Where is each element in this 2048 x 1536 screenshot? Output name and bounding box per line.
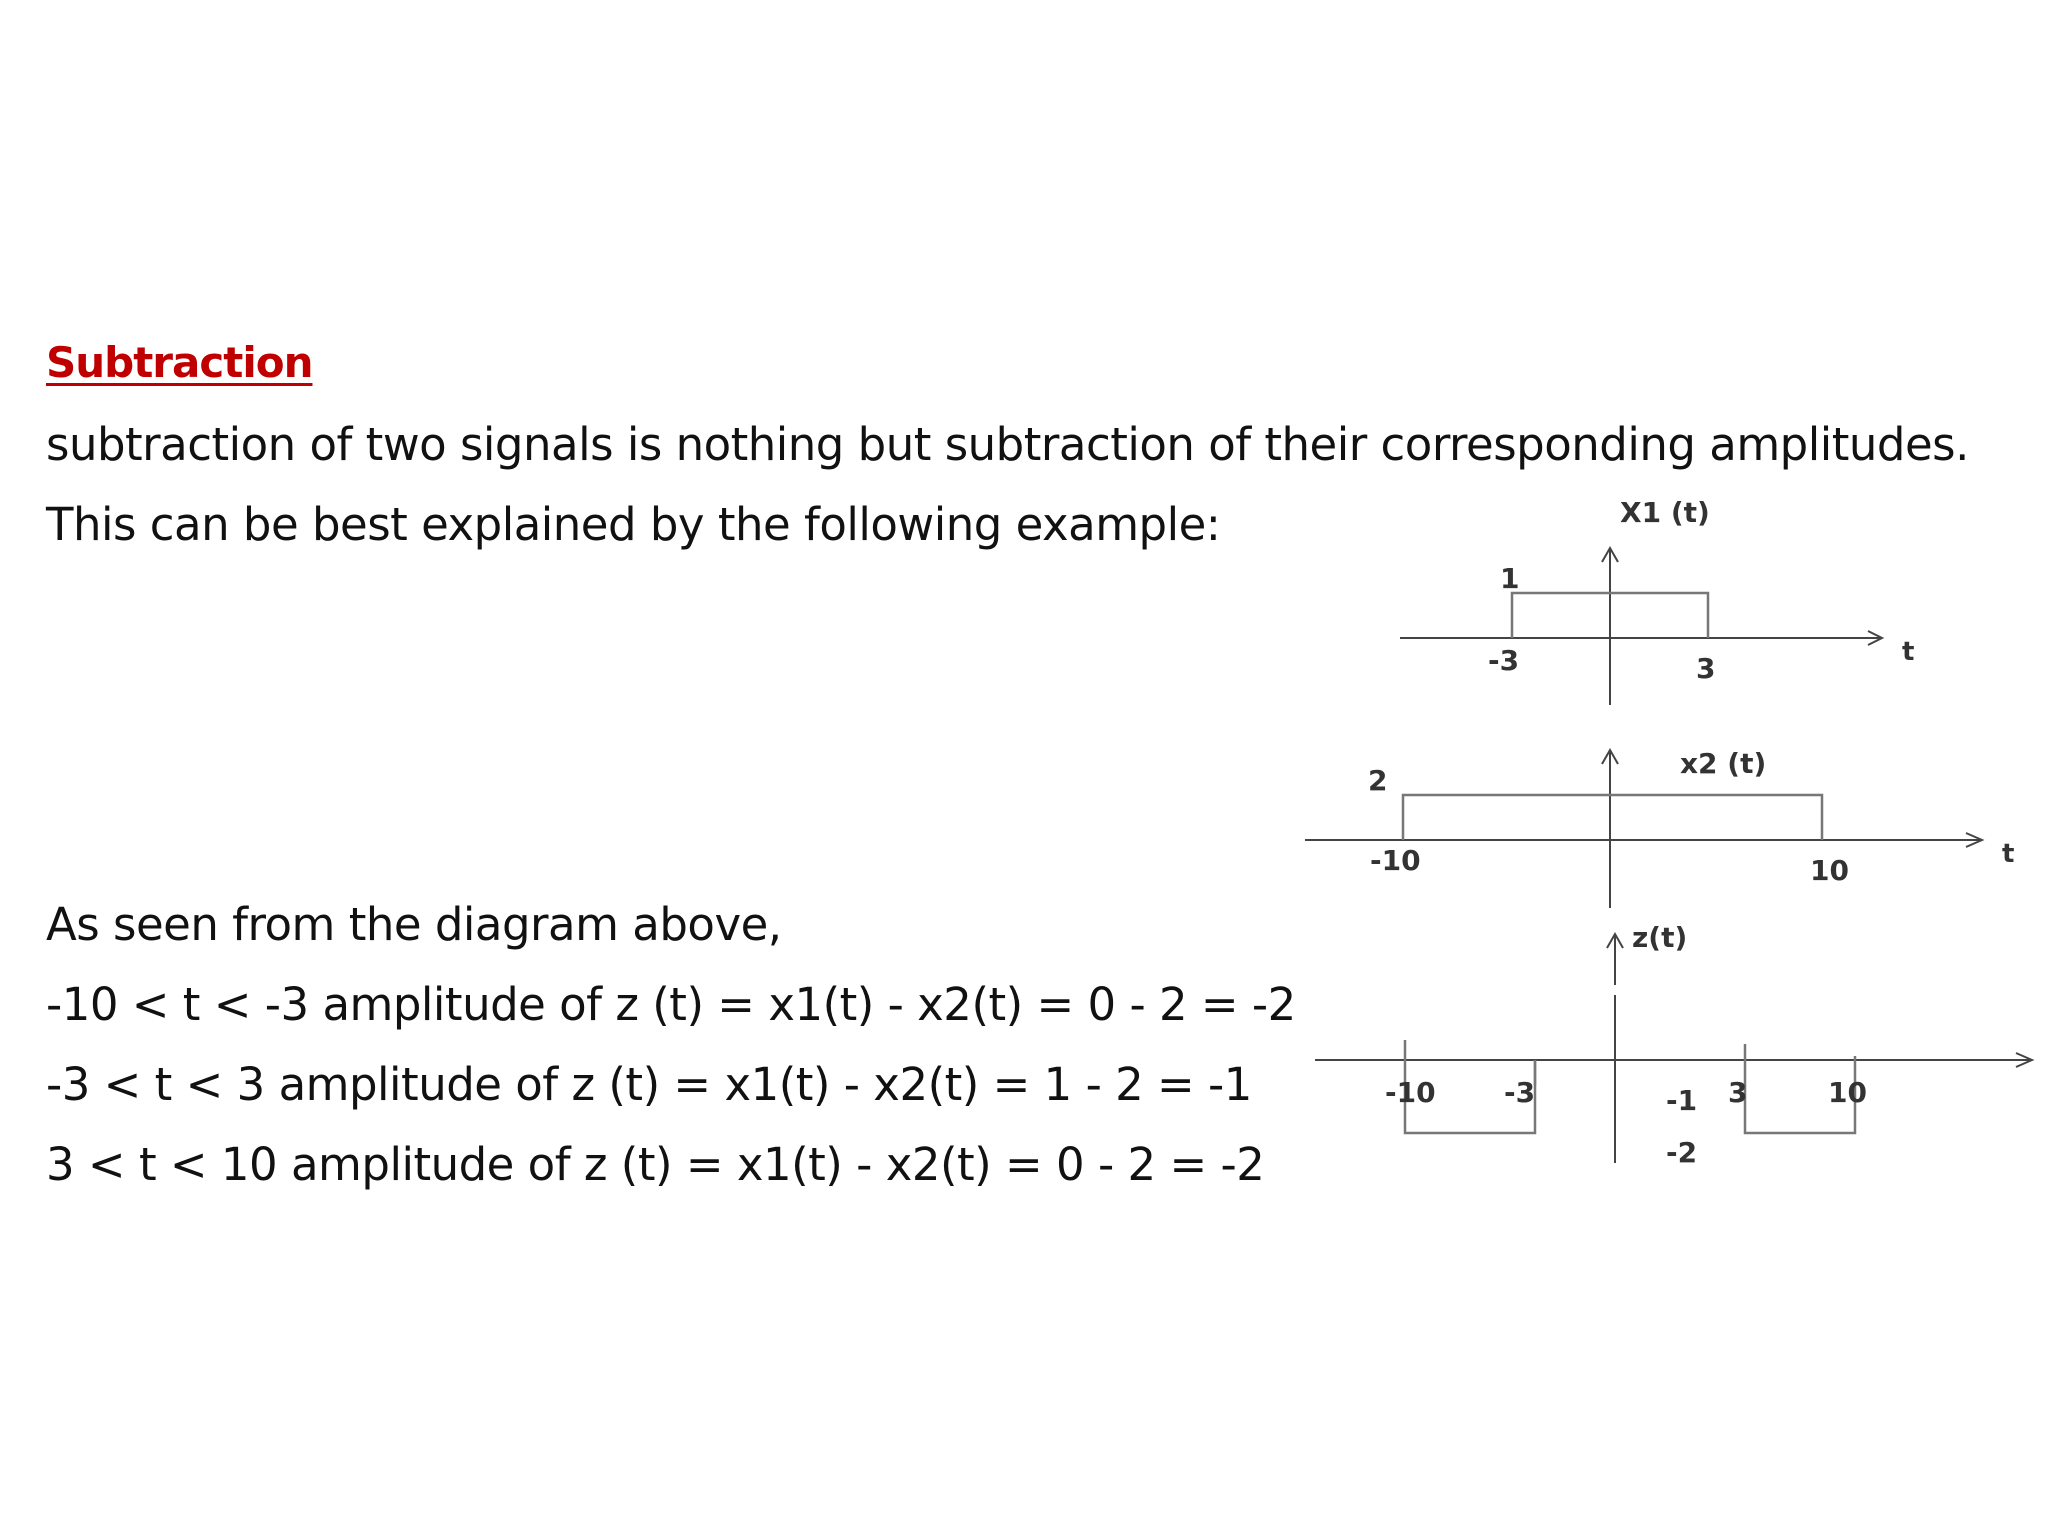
x2-amplitude-label: 2 <box>1368 764 1388 797</box>
x2-left-label: -10 <box>1370 844 1421 877</box>
z-label-neg2: -2 <box>1666 1136 1698 1169</box>
explanation-row-2: -3 < t < 3 amplitude of z (t) = x1(t) - x2(t) = 1 - 2 = -1 <box>46 1058 1252 1111</box>
section-heading: Subtraction <box>46 338 313 387</box>
x2-plot <box>1305 747 2014 908</box>
z-plot <box>1315 921 2032 1169</box>
explanation-lead: As seen from the diagram above, <box>46 898 782 951</box>
x1-left-label: -3 <box>1488 644 1520 677</box>
x1-right-label: 3 <box>1696 652 1716 685</box>
x2-axis-label: t <box>2002 839 2015 869</box>
z-label-neg3: -3 <box>1504 1076 1536 1109</box>
x1-axis-label: t <box>1902 637 1915 667</box>
x2-pulse <box>1403 795 1822 840</box>
x2-title: x2 (t) <box>1680 747 1767 780</box>
x1-title: X1 (t) <box>1620 496 1710 529</box>
explanation-row-3: 3 < t < 10 amplitude of z (t) = x1(t) - x2(t) = 0 - 2 = -2 <box>46 1138 1265 1191</box>
explanation-row-1: -10 < t < -3 amplitude of z (t) = x1(t) - x2(t) = 0 - 2 = -2 <box>46 978 1296 1031</box>
z-label-10: 10 <box>1828 1076 1867 1109</box>
z-label-neg1: -1 <box>1666 1084 1698 1117</box>
intro-line-1: subtraction of two signals is nothing but subtraction of their corresponding amplitudes. <box>46 418 1969 471</box>
z-title: z(t) <box>1632 921 1688 954</box>
z-label-3: 3 <box>1728 1076 1748 1109</box>
intro-line-2: This can be best explained by the following example: <box>46 498 1221 551</box>
x1-plot <box>1400 496 1914 705</box>
x2-right-label: 10 <box>1810 854 1849 887</box>
z-label-neg10: -10 <box>1385 1076 1436 1109</box>
x1-amplitude-label: 1 <box>1500 562 1520 595</box>
